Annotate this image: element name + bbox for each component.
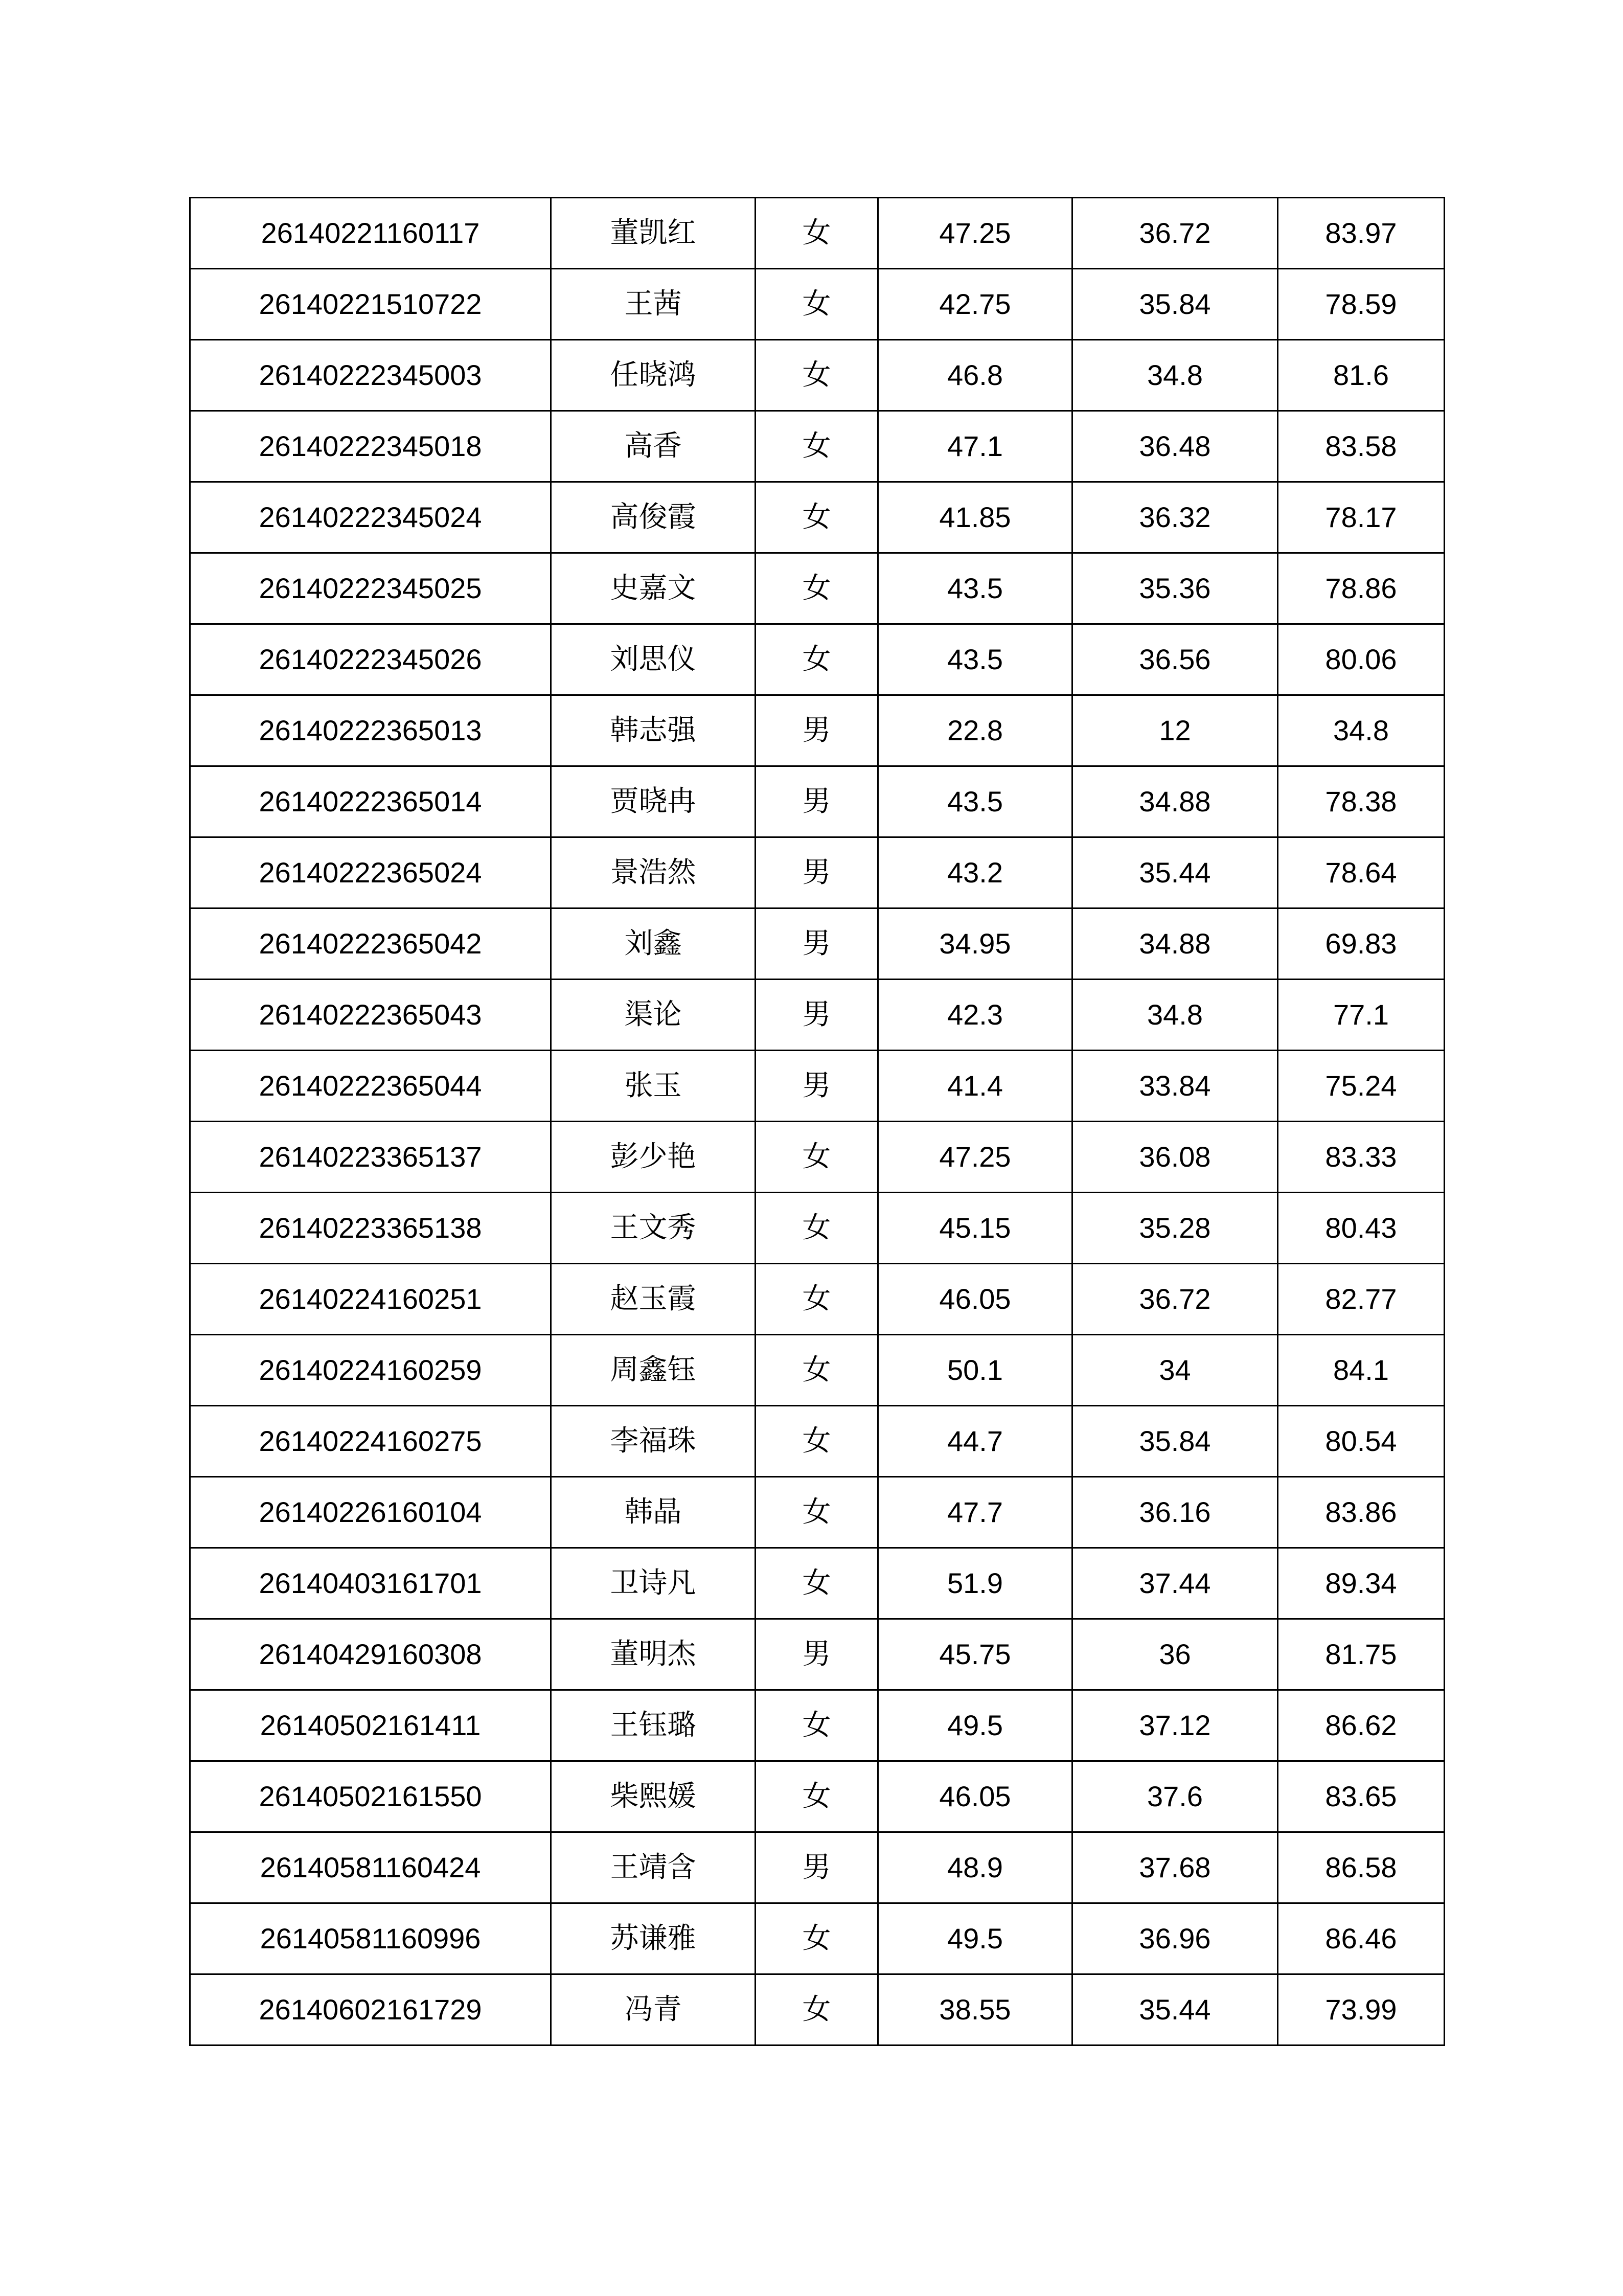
gender-cell: 女 [756, 553, 878, 624]
gender-cell: 男 [756, 695, 878, 766]
candidate-id-cell: 26140226160104 [190, 1477, 551, 1548]
table-row [190, 980, 1445, 1051]
score1-cell: 34.95 [878, 908, 1072, 980]
table-row [190, 908, 1445, 980]
candidate-id-cell: 26140581160424 [190, 1832, 551, 1903]
table-row [190, 411, 1445, 482]
score2-cell: 36.08 [1072, 1122, 1278, 1193]
score2-cell: 35.84 [1072, 269, 1278, 340]
score1-cell: 46.05 [878, 1264, 1072, 1335]
candidate-id-cell: 26140222345003 [190, 340, 551, 411]
score2-cell: 36.56 [1072, 624, 1278, 695]
total-score-cell: 78.17 [1278, 482, 1445, 553]
candidate-id-cell: 26140222345024 [190, 482, 551, 553]
total-score-cell: 78.64 [1278, 837, 1445, 908]
candidate-id-cell: 26140222365024 [190, 837, 551, 908]
table-row [190, 1832, 1445, 1903]
candidate-id-cell: 26140222365042 [190, 908, 551, 980]
gender-cell: 女 [756, 411, 878, 482]
total-score-cell: 78.59 [1278, 269, 1445, 340]
total-score-cell: 89.34 [1278, 1548, 1445, 1619]
total-score-cell: 86.58 [1278, 1832, 1445, 1903]
name-cell: 董明杰 [551, 1619, 756, 1690]
score1-cell: 48.9 [878, 1832, 1072, 1903]
gender-cell: 女 [756, 624, 878, 695]
score2-cell: 12 [1072, 695, 1278, 766]
candidate-id-cell: 26140221160117 [190, 198, 551, 269]
score1-cell: 38.55 [878, 1974, 1072, 2045]
score1-cell: 51.9 [878, 1548, 1072, 1619]
name-cell: 景浩然 [551, 837, 756, 908]
name-cell: 王钰璐 [551, 1690, 756, 1761]
gender-cell: 女 [756, 1335, 878, 1406]
score1-cell: 43.2 [878, 837, 1072, 908]
score1-cell: 47.25 [878, 1122, 1072, 1193]
total-score-cell: 83.33 [1278, 1122, 1445, 1193]
score2-cell: 36.16 [1072, 1477, 1278, 1548]
name-cell: 张玉 [551, 1051, 756, 1122]
total-score-cell: 81.6 [1278, 340, 1445, 411]
name-cell: 贾晓冉 [551, 766, 756, 837]
total-score-cell: 82.77 [1278, 1264, 1445, 1335]
total-score-cell: 78.86 [1278, 553, 1445, 624]
table-row [190, 1193, 1445, 1264]
score1-cell: 43.5 [878, 553, 1072, 624]
table-row [190, 1548, 1445, 1619]
candidate-id-cell: 26140224160259 [190, 1335, 551, 1406]
candidate-id-cell: 26140222365043 [190, 980, 551, 1051]
score1-cell: 47.7 [878, 1477, 1072, 1548]
name-cell: 王茜 [551, 269, 756, 340]
score1-cell: 49.5 [878, 1690, 1072, 1761]
gender-cell: 女 [756, 340, 878, 411]
candidate-id-cell: 26140221510722 [190, 269, 551, 340]
score2-cell: 34.8 [1072, 980, 1278, 1051]
name-cell: 高俊霞 [551, 482, 756, 553]
name-cell: 王靖含 [551, 1832, 756, 1903]
table-row [190, 1761, 1445, 1832]
name-cell: 刘思仪 [551, 624, 756, 695]
name-cell: 史嘉文 [551, 553, 756, 624]
gender-cell: 女 [756, 1264, 878, 1335]
score1-cell: 41.4 [878, 1051, 1072, 1122]
candidate-id-cell: 26140223365137 [190, 1122, 551, 1193]
score2-cell: 36 [1072, 1619, 1278, 1690]
gender-cell: 男 [756, 766, 878, 837]
name-cell: 冯青 [551, 1974, 756, 2045]
score1-cell: 46.05 [878, 1761, 1072, 1832]
score1-cell: 47.25 [878, 198, 1072, 269]
total-score-cell: 84.1 [1278, 1335, 1445, 1406]
candidate-id-cell: 26140581160996 [190, 1903, 551, 1974]
total-score-cell: 75.24 [1278, 1051, 1445, 1122]
table-row [190, 1122, 1445, 1193]
score2-cell: 37.68 [1072, 1832, 1278, 1903]
score1-cell: 43.5 [878, 624, 1072, 695]
name-cell: 韩晶 [551, 1477, 756, 1548]
name-cell: 柴熙媛 [551, 1761, 756, 1832]
total-score-cell: 73.99 [1278, 1974, 1445, 2045]
gender-cell: 男 [756, 1832, 878, 1903]
score1-cell: 22.8 [878, 695, 1072, 766]
score1-cell: 45.15 [878, 1193, 1072, 1264]
table-row [190, 482, 1445, 553]
total-score-cell: 83.86 [1278, 1477, 1445, 1548]
score1-cell: 45.75 [878, 1619, 1072, 1690]
score2-cell: 36.48 [1072, 411, 1278, 482]
total-score-cell: 83.65 [1278, 1761, 1445, 1832]
candidate-id-cell: 26140602161729 [190, 1974, 551, 2045]
gender-cell: 女 [756, 482, 878, 553]
candidate-id-cell: 26140429160308 [190, 1619, 551, 1690]
table-row [190, 837, 1445, 908]
score1-cell: 47.1 [878, 411, 1072, 482]
name-cell: 赵玉霞 [551, 1264, 756, 1335]
score2-cell: 35.36 [1072, 553, 1278, 624]
candidate-id-cell: 26140224160275 [190, 1406, 551, 1477]
name-cell: 卫诗凡 [551, 1548, 756, 1619]
name-cell: 韩志强 [551, 695, 756, 766]
score2-cell: 34.88 [1072, 766, 1278, 837]
table-row [190, 198, 1445, 269]
gender-cell: 男 [756, 908, 878, 980]
table-row [190, 1974, 1445, 2045]
score1-cell: 41.85 [878, 482, 1072, 553]
total-score-cell: 83.97 [1278, 198, 1445, 269]
total-score-cell: 69.83 [1278, 908, 1445, 980]
table-row [190, 1406, 1445, 1477]
score2-cell: 34 [1072, 1335, 1278, 1406]
score2-cell: 36.72 [1072, 1264, 1278, 1335]
score2-cell: 34.88 [1072, 908, 1278, 980]
total-score-cell: 86.62 [1278, 1690, 1445, 1761]
score2-cell: 37.44 [1072, 1548, 1278, 1619]
score2-cell: 37.6 [1072, 1761, 1278, 1832]
name-cell: 彭少艳 [551, 1122, 756, 1193]
candidate-id-cell: 26140403161701 [190, 1548, 551, 1619]
table-row [190, 695, 1445, 766]
score1-cell: 50.1 [878, 1335, 1072, 1406]
candidate-id-cell: 26140222345025 [190, 553, 551, 624]
name-cell: 苏谦雅 [551, 1903, 756, 1974]
score2-cell: 36.32 [1072, 482, 1278, 553]
gender-cell: 女 [756, 1974, 878, 2045]
name-cell: 刘鑫 [551, 908, 756, 980]
table-row [190, 1619, 1445, 1690]
score2-cell: 35.28 [1072, 1193, 1278, 1264]
total-score-cell: 81.75 [1278, 1619, 1445, 1690]
name-cell: 董凯红 [551, 198, 756, 269]
table-row [190, 269, 1445, 340]
gender-cell: 女 [756, 1548, 878, 1619]
score-table [189, 197, 1445, 2046]
score2-cell: 35.84 [1072, 1406, 1278, 1477]
score1-cell: 46.8 [878, 340, 1072, 411]
table-row [190, 1264, 1445, 1335]
candidate-id-cell: 26140224160251 [190, 1264, 551, 1335]
name-cell: 周鑫钰 [551, 1335, 756, 1406]
name-cell: 王文秀 [551, 1193, 756, 1264]
gender-cell: 男 [756, 837, 878, 908]
gender-cell: 男 [756, 1051, 878, 1122]
total-score-cell: 34.8 [1278, 695, 1445, 766]
name-cell: 高香 [551, 411, 756, 482]
gender-cell: 男 [756, 980, 878, 1051]
gender-cell: 女 [756, 1761, 878, 1832]
table-row [190, 553, 1445, 624]
gender-cell: 男 [756, 1619, 878, 1690]
candidate-id-cell: 26140222365013 [190, 695, 551, 766]
table-row [190, 624, 1445, 695]
score1-cell: 42.3 [878, 980, 1072, 1051]
score1-cell: 49.5 [878, 1903, 1072, 1974]
total-score-cell: 77.1 [1278, 980, 1445, 1051]
gender-cell: 女 [756, 1406, 878, 1477]
score2-cell: 36.72 [1072, 198, 1278, 269]
total-score-cell: 80.06 [1278, 624, 1445, 695]
candidate-id-cell: 26140223365138 [190, 1193, 551, 1264]
candidate-id-cell: 26140222345018 [190, 411, 551, 482]
table-row [190, 1051, 1445, 1122]
score2-cell: 37.12 [1072, 1690, 1278, 1761]
score1-cell: 44.7 [878, 1406, 1072, 1477]
candidate-id-cell: 26140502161550 [190, 1761, 551, 1832]
table-row [190, 1477, 1445, 1548]
candidate-id-cell: 26140502161411 [190, 1690, 551, 1761]
score2-cell: 34.8 [1072, 340, 1278, 411]
candidate-id-cell: 26140222365014 [190, 766, 551, 837]
total-score-cell: 86.46 [1278, 1903, 1445, 1974]
gender-cell: 女 [756, 269, 878, 340]
gender-cell: 女 [756, 1122, 878, 1193]
score-table-body [190, 198, 1445, 2045]
score2-cell: 35.44 [1072, 1974, 1278, 2045]
table-row [190, 1335, 1445, 1406]
table-row [190, 1903, 1445, 1974]
name-cell: 渠论 [551, 980, 756, 1051]
table-row [190, 340, 1445, 411]
total-score-cell: 80.54 [1278, 1406, 1445, 1477]
score1-cell: 43.5 [878, 766, 1072, 837]
score2-cell: 33.84 [1072, 1051, 1278, 1122]
gender-cell: 女 [756, 1903, 878, 1974]
gender-cell: 女 [756, 1477, 878, 1548]
candidate-id-cell: 26140222365044 [190, 1051, 551, 1122]
total-score-cell: 78.38 [1278, 766, 1445, 837]
gender-cell: 女 [756, 1690, 878, 1761]
score1-cell: 42.75 [878, 269, 1072, 340]
gender-cell: 女 [756, 1193, 878, 1264]
table-row [190, 1690, 1445, 1761]
candidate-id-cell: 26140222345026 [190, 624, 551, 695]
total-score-cell: 80.43 [1278, 1193, 1445, 1264]
table-row [190, 766, 1445, 837]
name-cell: 李福珠 [551, 1406, 756, 1477]
gender-cell: 女 [756, 198, 878, 269]
score2-cell: 36.96 [1072, 1903, 1278, 1974]
score2-cell: 35.44 [1072, 837, 1278, 908]
name-cell: 任晓鸿 [551, 340, 756, 411]
total-score-cell: 83.58 [1278, 411, 1445, 482]
